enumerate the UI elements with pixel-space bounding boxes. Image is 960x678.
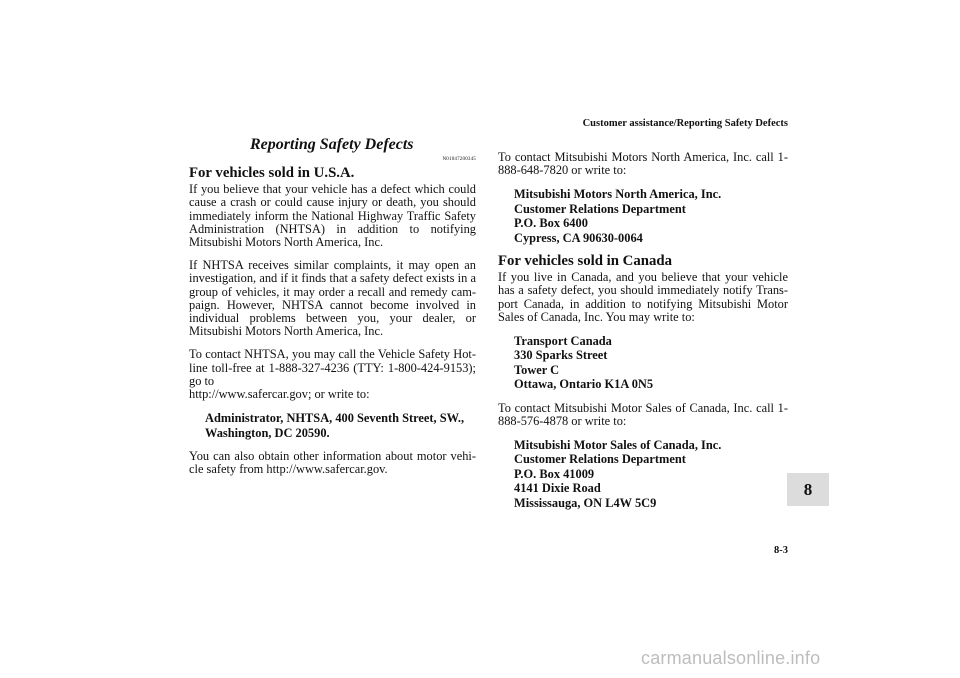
address-line: 4141 Dixie Road [514,481,601,496]
address-line: Customer Relations Department [514,201,686,216]
address-line: 330 Sparks Street [514,348,608,363]
address-line: Mitsubishi Motors North America, Inc. [514,187,722,202]
usa-paragraph-2: If NHTSA receives similar complaints, it may open an investigation, and if it finds that a safety defect exists in a group of vehicles, it may order a recall and remedy cam-paign. However, NHTSA cannot become involved in individual problems between you, your dealer, or Mitsubishi Motors North America, Inc. [189,258,476,339]
address-line: Washington, DC 20590. [205,425,330,440]
address-line: Tower C [514,362,560,377]
address-line: Transport Canada [514,334,612,349]
canada-paragraph-1: If you live in Canada, and you believe that your vehicle has a safety defect, you should immediately notify Trans-port Canada, in addition to notifying Mitsubishi Motor Sales of Canada, Inc. You may write to: [498,270,788,324]
address-line: P.O. Box 41009 [514,466,595,481]
left-column [189,138,476,486]
usa-paragraph-3-text: To contact NHTSA, you may call the Vehicle Safety Hot-line toll-free at 1-888-327-4236 (TTY: 1-800-424-9153); go to [189,347,476,388]
nhtsa-address [205,411,476,440]
usa-paragraph-4: You can also obtain other information about motor vehi-cle safety from http://www.safercar.gov. [189,449,476,477]
canada-heading: For vehicles sold in Canada [498,253,673,270]
section-code: N01047200345 [442,157,476,162]
address-line: Customer Relations Department [514,452,686,467]
address-line: Mitsubishi Motor Sales of Canada, Inc. [514,438,722,453]
page-number: 8-3 [774,545,788,556]
mmna-address [514,187,788,245]
address-line: Mississauga, ON L4W 5C9 [514,495,657,510]
usa-paragraph-1: If you believe that your vehicle has a defect which could cause a crash or could cause injury or death, you should immediately inform the National Highway Traffic Safety Administration (NHTSA) in addition to notifying Mitsubishi Motors North America, Inc. [189,182,476,250]
address-line: Ottawa, Ontario K1A 0N5 [514,377,654,392]
transport-canada-address [514,334,788,392]
canada-paragraph-2: To contact Mitsubishi Motor Sales of Canada, Inc. call 1-888-576-4878 or write to: [498,400,788,428]
usa-paragraph-3 [189,348,476,401]
mmna-intro: To contact Mitsubishi Motors North America, Inc. call 1-888-648-7820 or write to: [498,150,788,178]
address-line: P.O. Box 6400 [514,216,588,231]
chapter-tab: 8 [787,473,829,506]
section-title: Reporting Safety Defects [250,136,414,153]
section-title-row [189,138,476,162]
mmsc-address [514,438,788,510]
running-header: Customer assistance/Reporting Safety Defects [582,118,788,129]
watermark: carmanualsonline.info [641,648,821,668]
safercar-link-text: http://www.safercar.gov; or write to: [189,387,370,402]
address-line: Administrator, NHTSA, 400 Seventh Street, SW., [205,411,465,426]
address-line: Cypress, CA 90630-0064 [514,230,643,245]
right-column [498,151,788,520]
usa-heading: For vehicles sold in U.S.A. [189,165,355,181]
